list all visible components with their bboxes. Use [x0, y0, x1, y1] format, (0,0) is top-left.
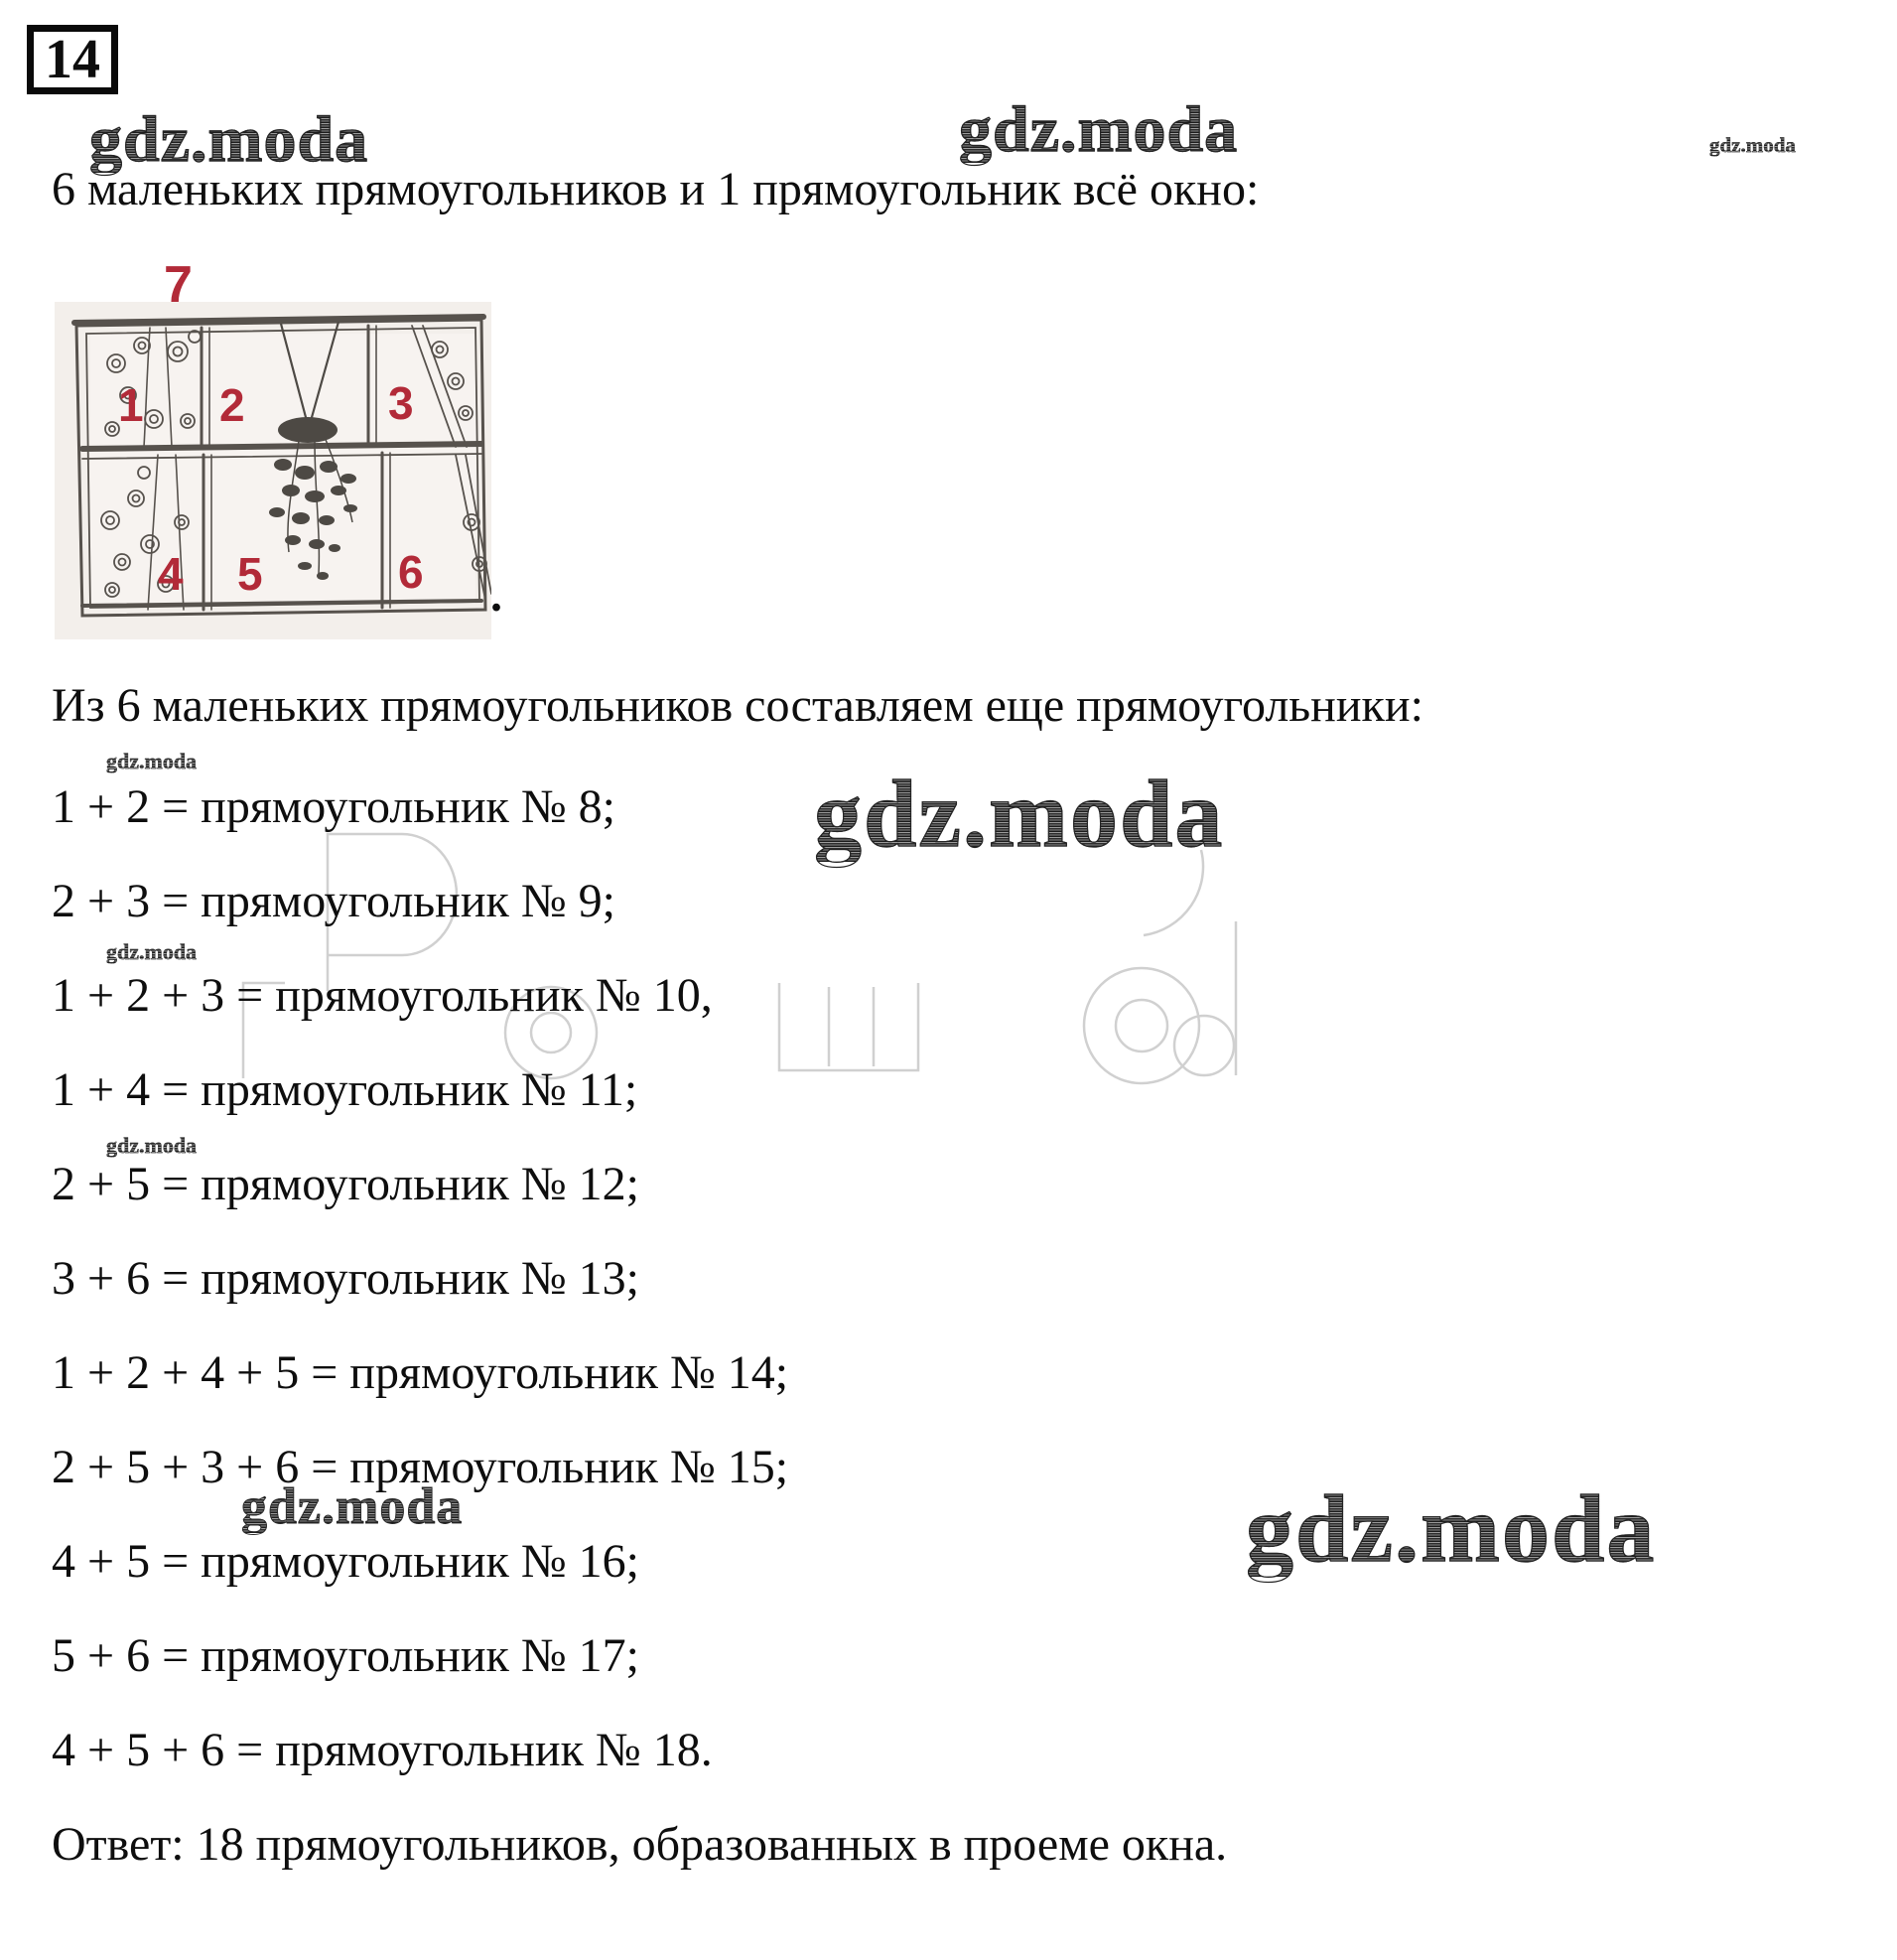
plant-pot [278, 417, 338, 443]
window-sketch-figure [55, 224, 491, 641]
watermark-top-center: gdz.moda [959, 93, 1239, 166]
equation-line-11: 1 + 4 = прямоугольник № 11; [52, 1063, 638, 1116]
answer-line: Ответ: 18 прямоугольников, образованных в проеме окна. [52, 1818, 1228, 1871]
watermark-top-right-small: gdz.moda [1709, 133, 1796, 157]
equation-line-12: 2 + 5 = прямоугольник № 12; [52, 1158, 639, 1210]
problem-number-badge [27, 25, 118, 94]
watermark-middle-large: gdz.moda [814, 761, 1225, 867]
label-7: 7 [164, 256, 193, 314]
equation-line-14: 1 + 2 + 4 + 5 = прямоугольник № 14; [52, 1346, 789, 1399]
equation-line-17: 5 + 6 = прямоугольник № 17; [52, 1629, 639, 1682]
equation-line-18: 4 + 5 + 6 = прямоугольник № 18. [52, 1724, 713, 1776]
label-6: 6 [398, 546, 424, 598]
equation-line-9: 2 + 3 = прямоугольник № 9; [52, 875, 615, 927]
watermark-bottom-large: gdz.moda [1246, 1475, 1657, 1582]
equation-line-15: 2 + 5 + 3 + 6 = прямоугольник № 15; [52, 1441, 789, 1493]
watermark-small-3: gdz.moda [106, 1133, 198, 1158]
section-line: Из 6 маленьких прямоугольников составляем еще прямоугольники: [52, 679, 1423, 732]
label-4: 4 [158, 548, 184, 600]
equation-line-13: 3 + 6 = прямоугольник № 13; [52, 1252, 639, 1305]
intro-line: 6 маленьких прямоугольников и 1 прямоугольник всё окно: [52, 163, 1260, 215]
figure-trailing-period: . [490, 569, 502, 622]
label-2: 2 [219, 379, 245, 431]
problem-number: 14 [45, 29, 100, 90]
label-1: 1 [118, 379, 144, 431]
equation-line-8: 1 + 2 = прямоугольник № 8; [52, 780, 615, 833]
equation-line-10: 1 + 2 + 3 = прямоугольник № 10, [52, 969, 713, 1022]
equation-line-16: 4 + 5 = прямоугольник № 16; [52, 1535, 639, 1588]
label-5: 5 [237, 548, 263, 600]
watermark-small-2: gdz.moda [106, 939, 198, 964]
label-3: 3 [388, 377, 414, 429]
watermark-top-left: gdz.moda [89, 103, 369, 176]
watermark-medium: gdz.moda [241, 1478, 464, 1535]
watermark-small-1: gdz.moda [106, 749, 198, 773]
